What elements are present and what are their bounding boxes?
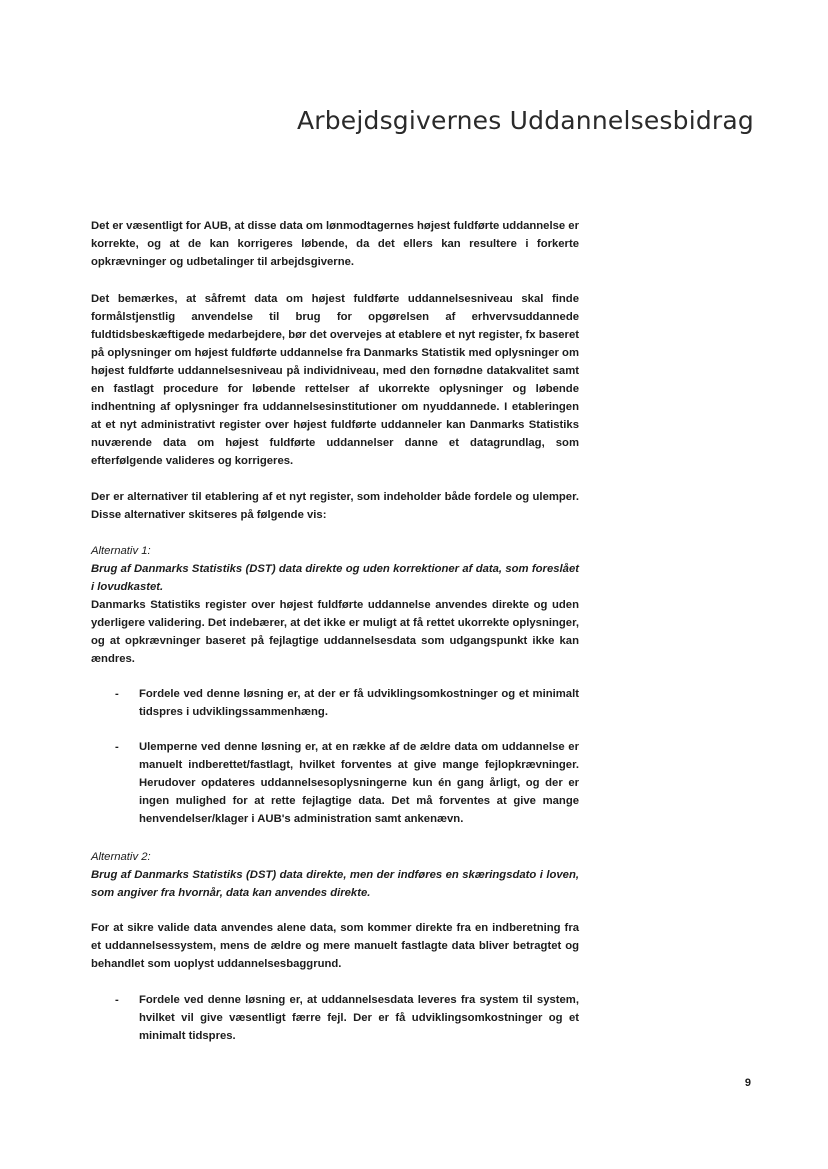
alternative-1	[91, 542, 579, 668]
alternative-2-description: Brug af Danmarks Statistiks (DST) data direkte, men der indføres en skæringsdato i loven, som angiver fra hvornår, data kan anvendes direkte.	[91, 869, 579, 899]
paragraph-alternatives-intro: Der er alternativer til etablering af et nyt register, som indeholder både fordele og ulemper. Disse alternativer skitseres på følgende vis:	[91, 491, 579, 521]
bullet-marker: -	[115, 994, 119, 1006]
alternative-2-body: For at sikre valide data anvendes alene data, som kommer direkte fra en indberetning fra et uddannelsessystem, mens de ældre og mere manuelt fastlagte data bliver betragtet og behandlet som uoplyst uddannelsesbaggrund.	[91, 922, 579, 970]
alternative-2	[91, 848, 579, 902]
page-number: 9	[744, 1077, 751, 1089]
bullet-text: Fordele ved denne løsning er, at der er få udviklingsomkostninger og et minimalt tidspres i udviklingssammenhæng.	[139, 688, 579, 718]
paragraph-new-register: Det bemærkes, at såfremt data om højest fuldførte uddannelsesniveau skal finde formålstjenstlig anvendelse til brug for opgørelsen af erhvervsuddannede fuldtidsbeskæftigede medarbejdere, bør det overvejes at etablere et nyt register, fx baseret på oplysninger om højest fuldførte uddannelse fra Danmarks Statistik med oplysninger om højest fuldførte uddannelsesniveau på individniveau, med den fornødne datakvalitet samt en fastlagt procedure for løbende rettelser af ukorrekte oplysninger og løbende indhentning af oplysninger fra uddannelsesinstitutioner om nyuddannede. I etableringen at et nyt administrativt register over højest fuldførte uddanneler kan Danmarks Statistiks nuværende data om højest fuldførte uddannelser danne et datagrundlag, som efterfølgende valideres og korrigeres.	[91, 293, 579, 467]
alternative-1-description: Brug af Danmarks Statistiks (DST) data direkte og uden korrektioner af data, som foreslået i lovudkastet.	[91, 563, 579, 593]
alternative-1-body: Danmarks Statistiks register over højest fuldførte uddannelse anvendes direkte og uden yderligere validering. Det indebærer, at det ikke er muligt at få rettet ukorrekte oplysninger, og at opkrævninger baseret på fejlagtige uddannelsesdata som udgangspunkt ikke kan ændres.	[91, 599, 579, 665]
bullet-text: Ulemperne ved denne løsning er, at en række af de ældre data om uddannelse er manuelt indberettet/fastlagt, hvilket forventes at give mange fejlopkrævninger. Herudover opdateres uddannelsesoplysningerne kun én gang årligt, og der er ingen mulighed for at rette fejlagtige data. Det må forventes at give mange henvendelser/klager i AUB's administration samt ankenævn.	[139, 741, 579, 825]
bullet-marker: -	[115, 688, 119, 700]
alternative-1-bullet-cons	[115, 738, 579, 828]
alternative-1-bullet-pros	[115, 685, 579, 721]
page-title: Arbejdsgivernes Uddannelsesbidrag	[296, 106, 754, 135]
bullet-text: Fordele ved denne løsning er, at uddannelsesdata leveres fra system til system, hvilket vil give væsentligt færre fejl. Der er få udviklingsomkostninger og et minimalt tidspres.	[139, 994, 579, 1042]
bullet-marker: -	[115, 741, 119, 753]
alternative-2-bullet-pros	[115, 991, 579, 1045]
alternative-1-heading: Alternativ 1:	[91, 545, 151, 557]
paragraph-data-importance: Det er væsentligt for AUB, at disse data om lønmodtagernes højest fuldførte uddannelse er korrekte, og at de kan korrigeres løbende, da det ellers kan resultere i forkerte opkrævninger og udbetalinger til arbejdsgiverne.	[91, 220, 579, 268]
alternative-2-heading: Alternativ 2:	[91, 851, 151, 863]
